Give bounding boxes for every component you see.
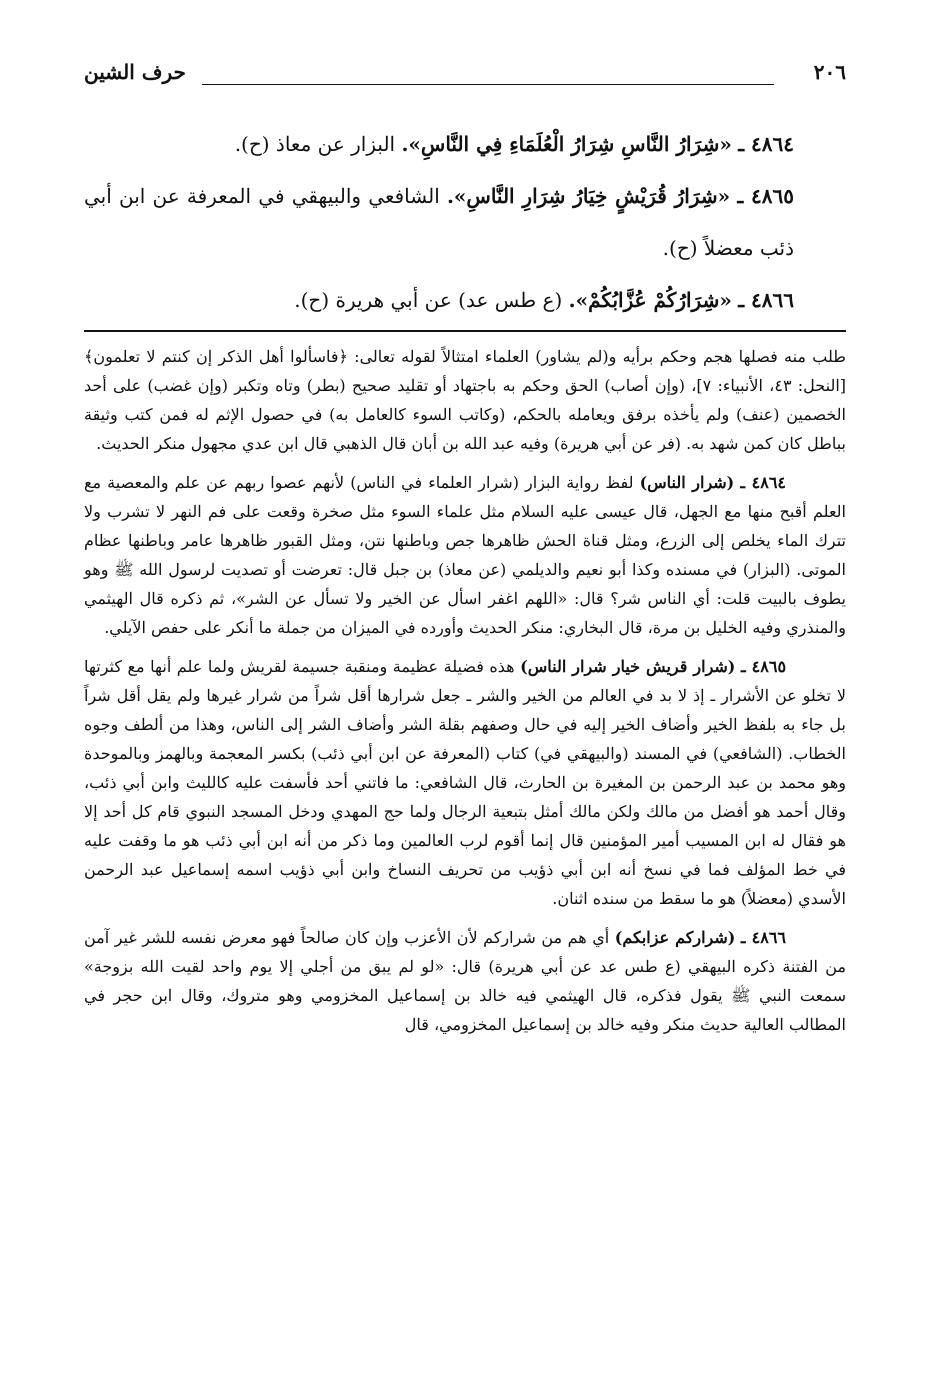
- hadith-text: «شِرَارُكُمْ عُزَّابُكُمْ».: [568, 288, 732, 312]
- note-text: هذه فضيلة عظيمة ومنقبة جسيمة لقريش ولما علم أنها مع كثرتها لا تخلو عن الأشرار ـ إذ لا بد في العالم من الخير والشر ـ جعل شرارها أقل شراً من شرار غيرها ولم يقل أقل شراً بل جاء به بلفظ الخير وأضاف الخير إليه في حال وصفهم بقلة الشر وأضاف الشر إلى الناس، وهذا من ألطف وجوه الخطاب. (الشافعي) في المسند (والبيهقي في) كتاب (المعرفة عن ابن أبي ذئب) بكسر المعجمة وبالهمز وبالموحدة وهو محمد بن عبد الرحمن بن المغيرة بن الحارث، قال الشافعي: ما فاتني أحد فأسفت عليه كالليث وابن أبي ذئب، وقال أحمد هو أفضل من مالك ولكن مالك أمثل بتبعية الرجال ولما حج المهدي ودخل المسجد النبوي قام كل أحد إلا هو فقال له ابن المسيب أمير المؤمنين قال إنما أقوم لرب العالمين وما ذكر من أنه ابن أبي ذئب هو ما وقفت عليه في خط المؤلف فما في نسخ أنه ابن أبي ذؤيب من تحريف النساخ وابن أبي ذؤيب اسمه إسماعيل عبد الرحمن الأسدي (معضلاً) هو ما سقط من سنده اثنان.: [84, 657, 847, 908]
- hadith-text: «شِرَارُ النَّاسِ شِرَارُ الْعُلَمَاءِ فِي النَّاسِ».: [401, 132, 732, 156]
- hadith-entry: [84, 274, 794, 326]
- note-number: ٤٨٦٥ ـ: [740, 657, 787, 676]
- note-text: أي هم من شراركم لأن الأعزب وإن كان صالحاً فهو معرض نفسه للشر غير آمن من الفتنة ذكره البيهقي (ع طس عد عن أبي هريرة) قال: «لو لم يبق من أجلي إلا يوم واحد لقيت الله بزوجة» سمعت النبي ﷺ يقول فذكره، قال الهيثمي فيه خالد بن إسماعيل المخزومي وهو متروك، وقال ابن حجر في المطالب العالية حديث منكر وفيه خالد بن إسماعيل المخزومي، قال: [84, 928, 846, 1034]
- note-text: لفظ رواية البزار (شرار العلماء في الناس) لأنهم عصوا ربهم عن علم والمعصية مع العلم أقبح منها مع الجهل، قال عيسى عليه السلام مثل علماء السوء مثل صخرة وقعت على فم النهر لا تشرب ولا تترك الماء يخلص إلى الزرع، ومثل قناة الحش ظاهرها جص وباطنها نتن، ومثل القبور ظاهرها عامر وباطنها عظام الموتى. (البزار) في مسنده وكذا أبو نعيم والديلمي (عن معاذ) بن جبل قال: تعرضت أو تصديت لرسول الله ﷺ وهو يطوف بالبيت قلت: أي الناس شر؟ قال: «اللهم اغفر اسأل عن الخير ولا تسأل عن الشر»، ثم ذكره قال الهيثمي والمنذري وفيه الخليل بن مرة، قال البخاري: منكر الحديث وأورده في الميزان من جملة ما أنكر على حفص الآيلي.: [84, 473, 846, 637]
- commentary-note: [84, 923, 846, 1039]
- commentary-note: [84, 652, 846, 913]
- hadith-source: البزار عن معاذ (ح).: [234, 132, 402, 156]
- hadith-entry: [84, 170, 794, 274]
- hadith-number: ٤٨٦٦ ـ: [738, 288, 794, 312]
- note-number: ٤٨٦٤ ـ: [740, 473, 787, 492]
- commentary-intro: طلب منه فصلها هجم وحكم برأيه و(لم يشاور) العلماء امتثالاً لقوله تعالى: ﴿فاسألوا أهل الذكر إن كنتم لا تعلمون﴾ [النحل: ٤٣، الأنبياء: ٧]، (وإن أصاب) الحق وحكم به باجتهاد أو تقليد صحيح (بطر) وتاه وتكبر (وإن غضب) على أحد الخصمين (عنف) ولم يأخذه برفق ويعامله بالحكم، (وكاتب السوء كالعامل به) في حصول الإثم له فمن كتب وثيقة بباطل كان كمن شهد به. (فر عن أبي هريرة) وفيه عبد الله بن أبان قال الذهبي قال ابن عدي مجهول منكر الحديث.: [84, 347, 847, 453]
- footnote-divider: [84, 330, 846, 332]
- commentary-section: [84, 342, 846, 1049]
- hadith-number: ٤٨٦٤ ـ: [738, 132, 794, 156]
- main-hadith-text: [84, 118, 794, 326]
- note-number: ٤٨٦٦ ـ: [740, 928, 786, 947]
- hadith-number: ٤٨٦٥ ـ: [737, 184, 794, 208]
- running-title: حرف الشين: [84, 60, 186, 84]
- hadith-text: «شِرَارُ قُرَيْشٍ خِيَارُ شِرَارِ النَّاسِ».: [446, 184, 731, 208]
- page-header: [84, 60, 846, 100]
- note-lemma: (شراركم عزابكم): [614, 928, 736, 947]
- hadith-source: الشافعي والبيهقي في المعرفة عن ابن أبي ذئب معضلاً (ح).: [84, 184, 794, 260]
- page-number: ٢٠٦: [813, 60, 846, 84]
- hadith-source: (ع طس عد) عن أبي هريرة (ح).: [294, 288, 569, 312]
- commentary-note: [84, 468, 846, 642]
- header-rule: [202, 84, 774, 85]
- note-lemma: (شرار قريش خيار شرار الناس): [520, 657, 736, 676]
- hadith-entry: [84, 118, 794, 170]
- note-lemma: (شرار الناس): [639, 473, 735, 492]
